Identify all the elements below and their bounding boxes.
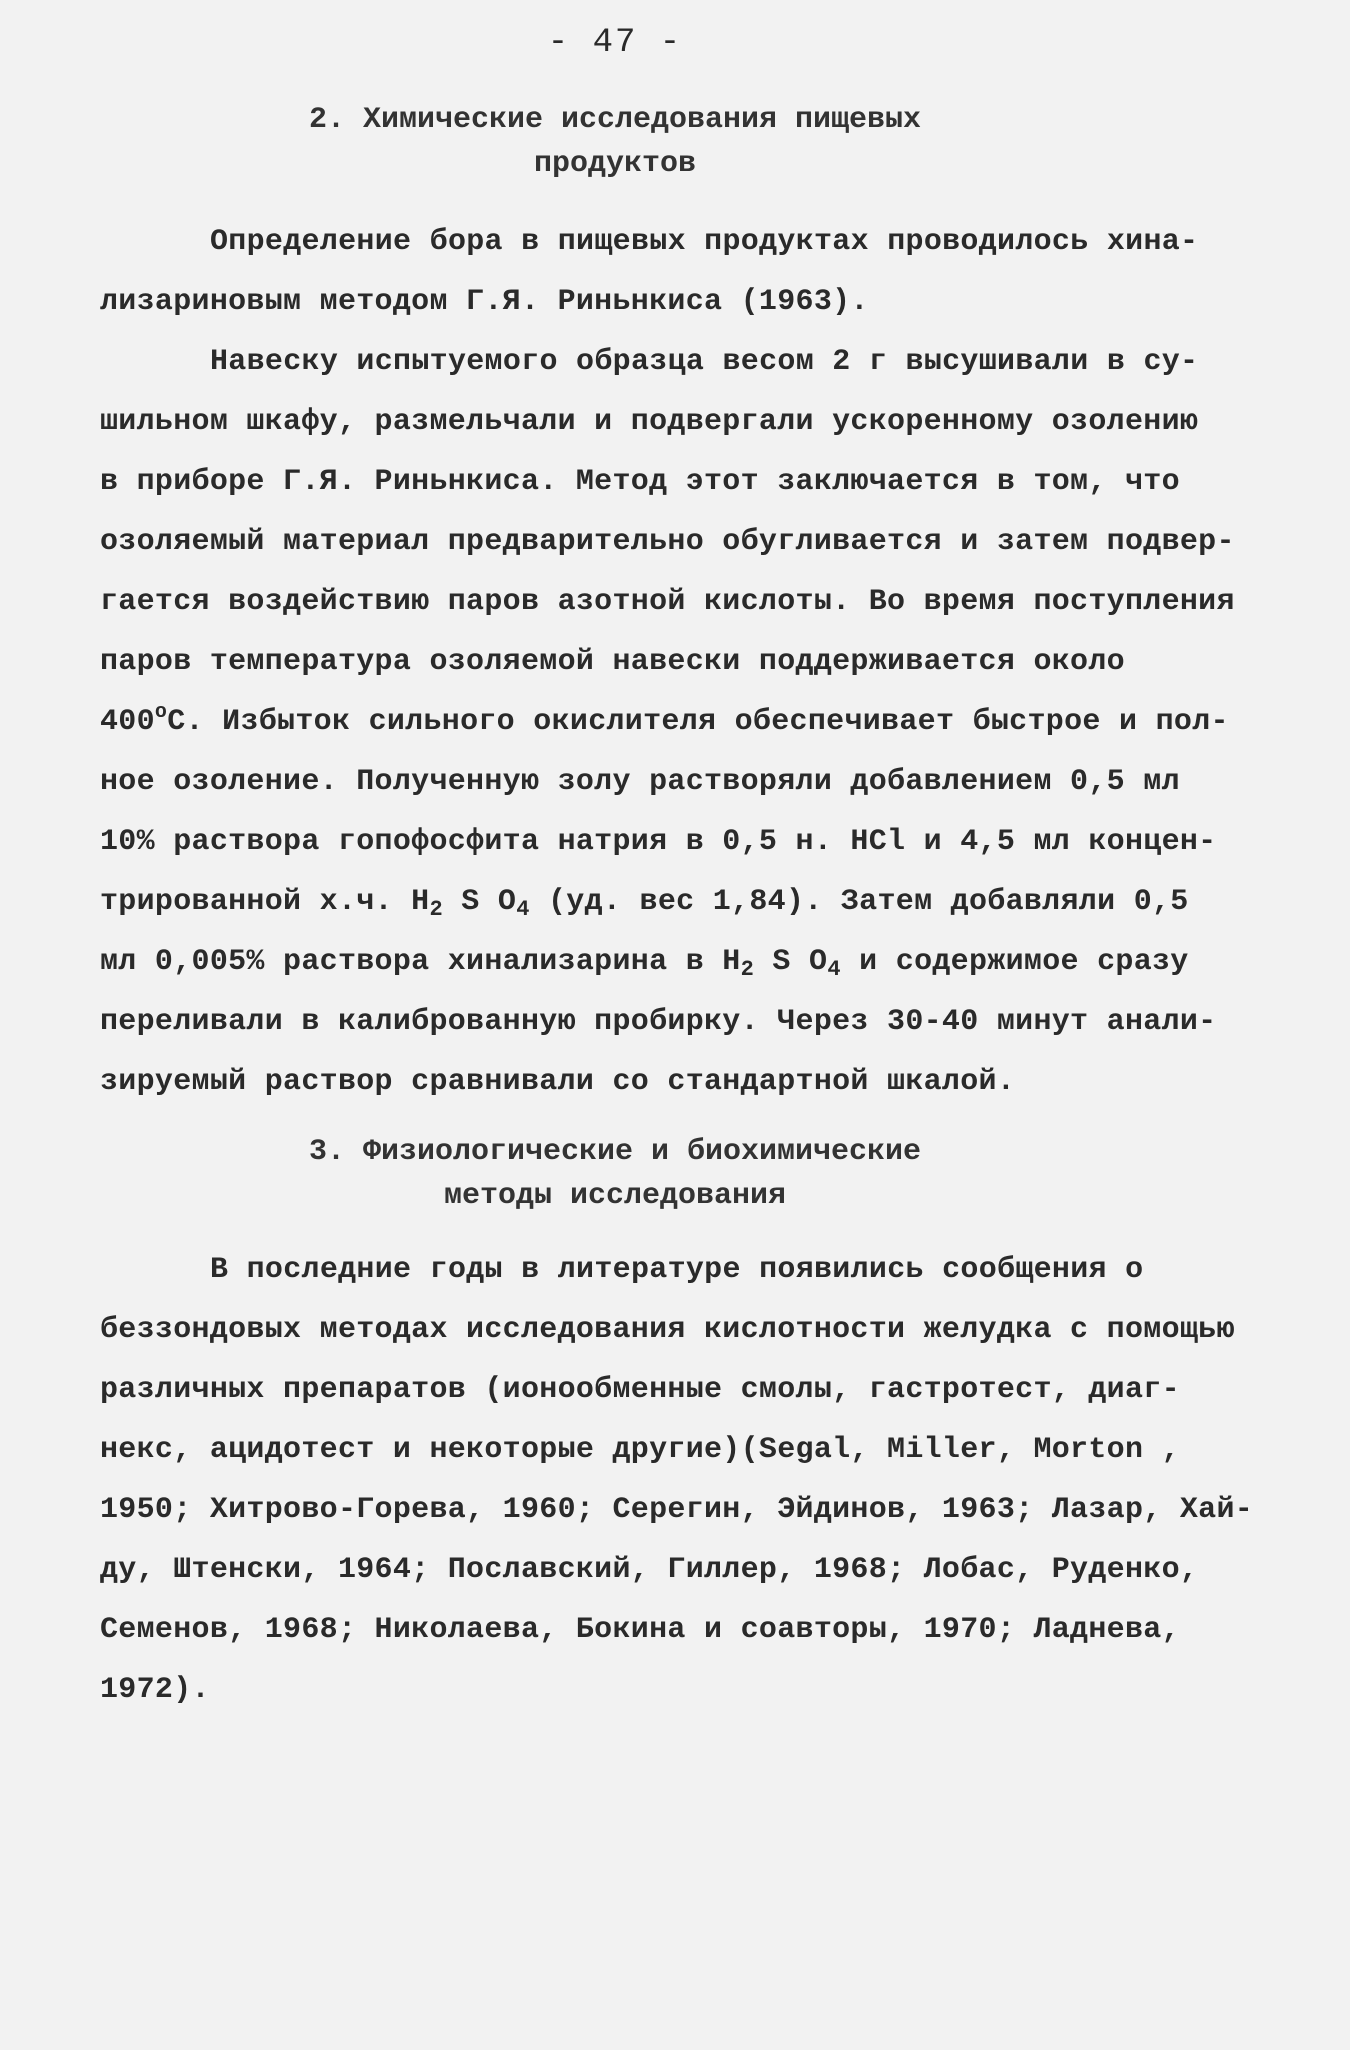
- text-line: ду, Штенски, 1964; Пославский, Гиллер, 1968; Лобас, Руденко,: [100, 1553, 1199, 1587]
- text-line: Навеску испытуемого образца весом 2 г высушивали в су-: [210, 345, 1199, 379]
- paragraph-boron-method: [100, 212, 1245, 332]
- text-line: паров температура озоляемой навески поддерживается около: [100, 645, 1125, 679]
- text-line: ное озоление. Полученную золу растворяли добавлением 0,5 мл: [100, 765, 1180, 799]
- subscript: 4: [516, 897, 530, 922]
- text-line: в приборе Г.Я. Риньнкиса. Метод этот заключается в том, что: [100, 465, 1180, 499]
- section-heading-physiological-methods: [0, 1130, 1230, 1218]
- subscript: 4: [827, 957, 841, 982]
- section-heading-food-chemistry: [0, 98, 1230, 186]
- degree-sign: o: [154, 701, 168, 724]
- text-segment: С. Избыток сильного окислителя обеспечивает быстрое и пол-: [167, 705, 1229, 739]
- text-line-temperature: [100, 692, 1245, 752]
- section-heading-line: продуктов: [533, 147, 697, 181]
- text-segment: S O: [754, 945, 828, 979]
- text-segment: (уд. вес 1,84). Затем добавляли 0,5: [529, 885, 1189, 919]
- paragraph-ashing-procedure: [100, 332, 1245, 1112]
- text-line: переливали в калиброванную пробирку. Через 30-40 минут анали-: [100, 1005, 1217, 1039]
- subscript: 2: [740, 957, 755, 982]
- text-line: лизариновым методом Г.Я. Риньнкиса (1963).: [100, 285, 869, 319]
- text-line: гается воздействию паров азотной кислоты. Во время поступления: [100, 585, 1235, 619]
- text-segment: S O: [442, 885, 517, 919]
- paragraph-tubeless-methods: [100, 1240, 1254, 1720]
- text-segment: мл 0,005% раствора хинализарина в H: [100, 945, 741, 979]
- text-line-formula: [100, 932, 1245, 992]
- subscript: 2: [429, 897, 443, 922]
- section-heading-line: 3. Физиологические и биохимические: [308, 1135, 922, 1169]
- text-line: беззондовых методах исследования кислотности желудка с помощью: [100, 1313, 1235, 1347]
- text-line: 10% раствора гопофосфита натрия в 0,5 н. HCl и 4,5 мл концен-: [100, 825, 1217, 859]
- text-line-formula: [100, 872, 1245, 932]
- section-heading-line: методы исследования: [443, 1179, 787, 1213]
- text-line: шильном шкафу, размельчали и подвергали ускоренному озолению: [100, 405, 1199, 439]
- text-line: различных препаратов (ионообменные смолы, гастротест, диаг-: [100, 1373, 1180, 1407]
- text-line: 1950; Хитрово-Горева, 1960; Серегин, Эйдинов, 1963; Лазар, Хай-: [100, 1493, 1254, 1527]
- page-number: - 47 -: [547, 24, 683, 62]
- text-segment: и содержимое сразу: [840, 945, 1189, 979]
- text-line: некс, ацидотест и некоторые другие)(Segal, Miller, Morton ,: [100, 1433, 1180, 1467]
- section-heading-line: 2. Химические исследования пищевых: [308, 103, 922, 137]
- text-line: В последние годы в литературе появились сообщения о: [210, 1253, 1144, 1287]
- text-segment: трированной х.ч. H: [100, 885, 430, 919]
- text-line: Определение бора в пищевых продуктах проводилось хина-: [210, 225, 1199, 259]
- text-line: Семенов, 1968; Николаева, Бокина и соавторы, 1970; Ладнева,: [100, 1613, 1180, 1647]
- temperature-value: 400: [100, 705, 155, 739]
- text-line: зируемый раствор сравнивали со стандартной шкалой.: [100, 1065, 1016, 1099]
- text-line: озоляемый материал предварительно обугливается и затем подвер-: [100, 525, 1235, 559]
- text-line: 1972).: [100, 1673, 210, 1707]
